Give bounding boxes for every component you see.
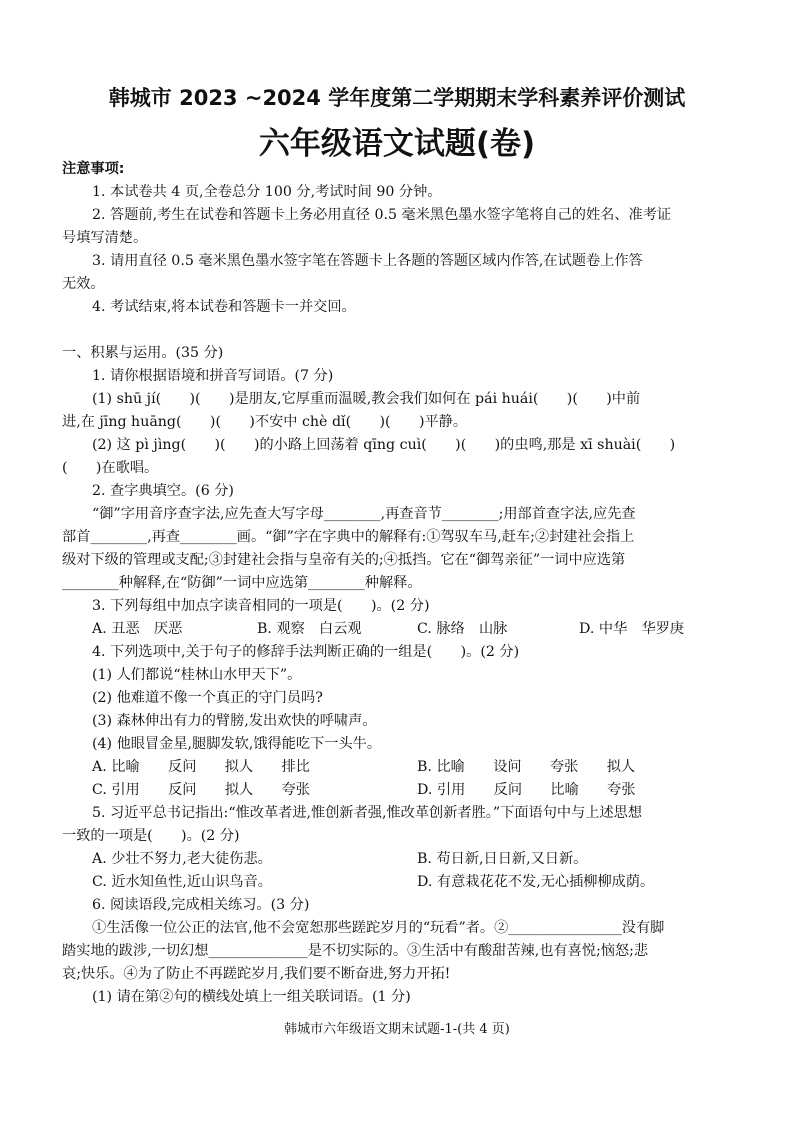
question-line: “御”字用音序查字法,应先查大写字母________,再查音节________;用部首查字法,应先查 — [92, 506, 636, 522]
page-footer: 韩城市六年级语文期末试题-1-(共 4 页) — [284, 1022, 510, 1037]
q4-option: C. 引用 反问 拟人 夸张 — [92, 782, 310, 798]
q4-option: D. 引用 反问 比喻 夸张 — [417, 782, 636, 798]
note-line: 号填写清楚。 — [62, 230, 148, 246]
note-line: 4. 考试结束,将本试卷和答题卡一并交回。 — [92, 299, 356, 315]
question-line: (2) 他难道不像一个真正的守门员吗? — [92, 690, 323, 706]
q5-option: A. 少壮不努力,老大徒伤悲。 — [92, 851, 272, 867]
question-line: (1) shū jí( )( )是朋友,它厚重而温暖,教会我们如何在 pái huái( )( )中前 — [92, 391, 641, 407]
question-line: 级对下级的管理或支配;③封建社会指与皇帝有关的;④抵挡。它在“御驾亲征”一词中应选第 — [62, 552, 626, 568]
section-heading: 一、积累与运用。(35 分) — [62, 345, 224, 361]
passage-line: 哀;快乐。④为了防止不再蹉跎岁月,我们要不断奋进,努力开拓! — [62, 966, 451, 982]
question-line: 一致的一项是( )。(2 分) — [62, 828, 240, 844]
question-line: 2. 查字典填空。(6 分) — [92, 483, 234, 499]
question-line: (2) 这 pì jìng( )( )的小路上回荡着 qīng cuì( )( )的虫鸣,那是 xī shuài( ) — [92, 437, 676, 453]
q5-option: B. 苟日新,日日新,又日新。 — [417, 851, 588, 867]
question-line: (1) 请在第②句的横线处填上一组关联词语。(1 分) — [92, 989, 411, 1005]
q4-option: B. 比喻 设问 夸张 拟人 — [417, 759, 636, 775]
notes-heading: 注意事项: — [62, 161, 125, 177]
question-line: (4) 他眼冒金星,腿脚发软,饿得能吃下一头牛。 — [92, 736, 382, 752]
q5-option: D. 有意栽花花不发,无心插柳柳成荫。 — [417, 874, 655, 890]
question-line: (3) 森林伸出有力的臂膀,发出欢快的呼啸声。 — [92, 713, 377, 729]
exam-title: 韩城市 2023 ~2024 学年度第二学期期末学科素养评价测试 — [108, 86, 686, 110]
question-line: 部首________,再查________画。“御”字在字典中的解释有:①驾驭车马,赶车;②封建社会指上 — [62, 529, 635, 545]
question-line: (1) 人们都说“桂林山水甲天下”。 — [92, 667, 302, 683]
question-line: ________种解释,在“防御”一词中应选第________种解释。 — [62, 575, 422, 591]
q5-option: C. 近水知鱼性,近山识鸟音。 — [92, 874, 272, 890]
q4-option: A. 比喻 反问 拟人 排比 — [92, 759, 310, 775]
q3-option-c: C. 脉络 山脉 — [417, 621, 508, 637]
exam-subtitle: 六年级语文试题(卷) — [258, 126, 536, 162]
q3-option-a: A. 丑恶 厌恶 — [92, 621, 183, 637]
note-line: 无效。 — [62, 276, 105, 292]
question-line: 5. 习近平总书记指出:“惟改革者进,惟创新者强,惟改革创新者胜。”下面语句中与上述思想 — [92, 805, 643, 821]
question-line: 4. 下列选项中,关于句子的修辞手法判断正确的一组是( )。(2 分) — [92, 644, 520, 660]
question-line: 3. 下列每组中加点字读音相同的一项是( )。(2 分) — [92, 598, 430, 614]
question-line: 进,在 jīng huāng( )( )不安中 chè dǐ( )( )平静。 — [62, 414, 468, 430]
note-line: 2. 答题前,考生在试卷和答题卡上务必用直径 0.5 毫米黑色墨水签字笔将自己的姓名、准考证 — [92, 207, 672, 223]
passage-line: 踏实地的跋涉,一切幻想______________是不切实际的。③生活中有酸甜苦辣,也有喜悦;恼怒;悲 — [62, 943, 649, 959]
note-line: 1. 本试卷共 4 页,全卷总分 100 分,考试时间 90 分钟。 — [92, 184, 442, 200]
q3-option-b: B. 观察 白云观 — [257, 621, 362, 637]
question-line: 6. 阅读语段,完成相关练习。(3 分) — [92, 897, 310, 913]
q3-option-d: D. 中华 华罗庚 — [579, 621, 685, 637]
question-line: 1. 请你根据语境和拼音写词语。(7 分) — [92, 368, 334, 384]
note-line: 3. 请用直径 0.5 毫米黑色墨水签字笔在答题卡上各题的答题区域内作答,在试题卷上作答 — [92, 253, 643, 269]
passage-line: ①生活像一位公正的法官,他不会宽恕那些蹉跎岁月的“玩看”者。②________________没有脚 — [92, 920, 665, 936]
question-line: ( )在歌唱。 — [62, 460, 159, 476]
